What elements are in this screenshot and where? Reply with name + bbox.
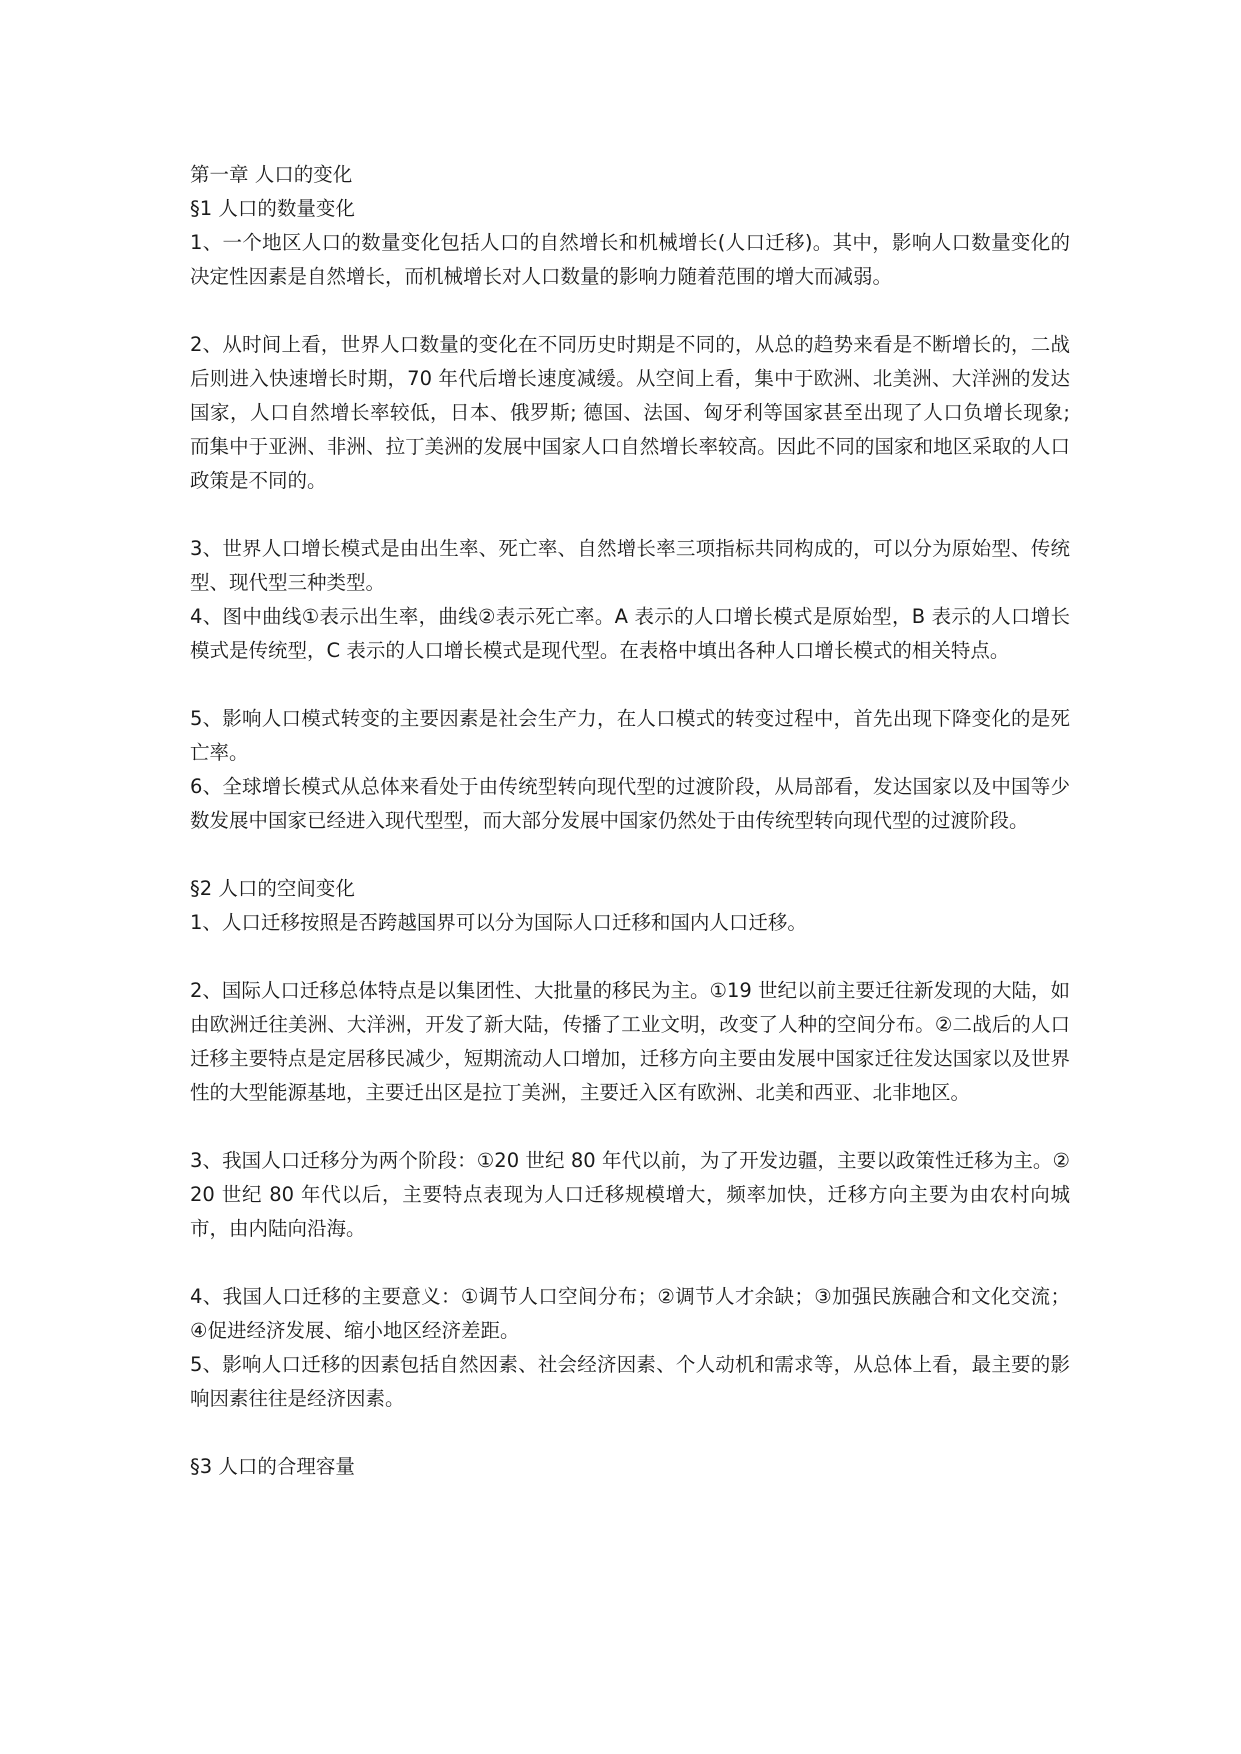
section-heading: §2 人口的空间变化 [190,877,355,900]
paragraph: 3、我国人口迁移分为两个阶段：①20 世纪 80 年代以前，为了开发边疆，主要以政策性迁移为主。②20 世纪 80 年代以后，主要特点表现为人口迁移规模增大，频率加快，迁移方向主要为由农村向城市，由内陆向沿海。 [190,1149,1070,1240]
paragraph: 4、图中曲线①表示出生率，曲线②表示死亡率。A 表示的人口增长模式是原始型，B 表示的人口增长模式是传统型，C 表示的人口增长模式是现代型。在表格中填出各种人口增长模式的相关特点。 [190,605,1070,662]
paragraph-spacer [190,294,1070,328]
paragraph: 1、人口迁移按照是否跨越国界可以分为国际人口迁移和国内人口迁移。 [190,911,807,934]
paragraph: 2、国际人口迁移总体特点是以集团性、大批量的移民为主。①19 世纪以前主要迁往新发现的大陆，如由欧洲迁往美洲、大洋洲，开发了新大陆，传播了工业文明，改变了人种的空间分布。②二战后的人口迁移主要特点是定居移民减少，短期流动人口增加，迁移方向主要由发展中国家迁往发达国家以及世界性的大型能源基地，主要迁出区是拉丁美洲，主要迁入区有欧洲、北美和西亚、北非地区。 [190,979,1070,1104]
paragraph: 5、影响人口模式转变的主要因素是社会生产力，在人口模式的转变过程中，首先出现下降变化的是死亡率。 [190,707,1070,764]
paragraph-spacer [190,1110,1070,1144]
paragraph-spacer [190,668,1070,702]
chapter-title: 第一章 人口的变化 [190,163,353,186]
paragraph: 6、全球增长模式从总体来看处于由传统型转向现代型的过渡阶段，从局部看，发达国家以及中国等少数发展中国家已经进入现代型型，而大部分发展中国家仍然处于由传统型转向现代型的过渡阶段。 [190,775,1070,832]
paragraph-spacer [190,498,1070,532]
section-heading: §3 人口的合理容量 [190,1455,355,1478]
paragraph-spacer [190,1416,1070,1450]
paragraph-spacer [190,838,1070,872]
paragraph-spacer [190,1246,1070,1280]
paragraph: 5、影响人口迁移的因素包括自然因素、社会经济因素、个人动机和需求等，从总体上看，最主要的影响因素往往是经济因素。 [190,1353,1070,1410]
paragraph: 4、我国人口迁移的主要意义：①调节人口空间分布；②调节人才余缺；③加强民族融合和文化交流；④促进经济发展、缩小地区经济差距。 [190,1285,1070,1342]
document-body [190,158,1070,1484]
section-heading: §1 人口的数量变化 [190,197,355,220]
paragraph: 2、从时间上看，世界人口数量的变化在不同历史时期是不同的，从总的趋势来看是不断增长的，二战后则进入快速增长时期，70 年代后增长速度减缓。从空间上看，集中于欧洲、北美洲、大洋洲的发达国家，人口自然增长率较低，日本、俄罗斯; 德国、法国、匈牙利等国家甚至出现了人口负增长现象; 而集中于亚洲、非洲、拉丁美洲的发展中国家人口自然增长率较高。因此不同的国家和地区采取的人口政策是不同的。 [190,333,1070,492]
paragraph: 3、世界人口增长模式是由出生率、死亡率、自然增长率三项指标共同构成的，可以分为原始型、传统型、现代型三种类型。 [190,537,1070,594]
paragraph: 1、一个地区人口的数量变化包括人口的自然增长和机械增长(人口迁移)。其中，影响人口数量变化的决定性因素是自然增长，而机械增长对人口数量的影响力随着范围的增大而减弱。 [190,231,1070,288]
paragraph-spacer [190,940,1070,974]
